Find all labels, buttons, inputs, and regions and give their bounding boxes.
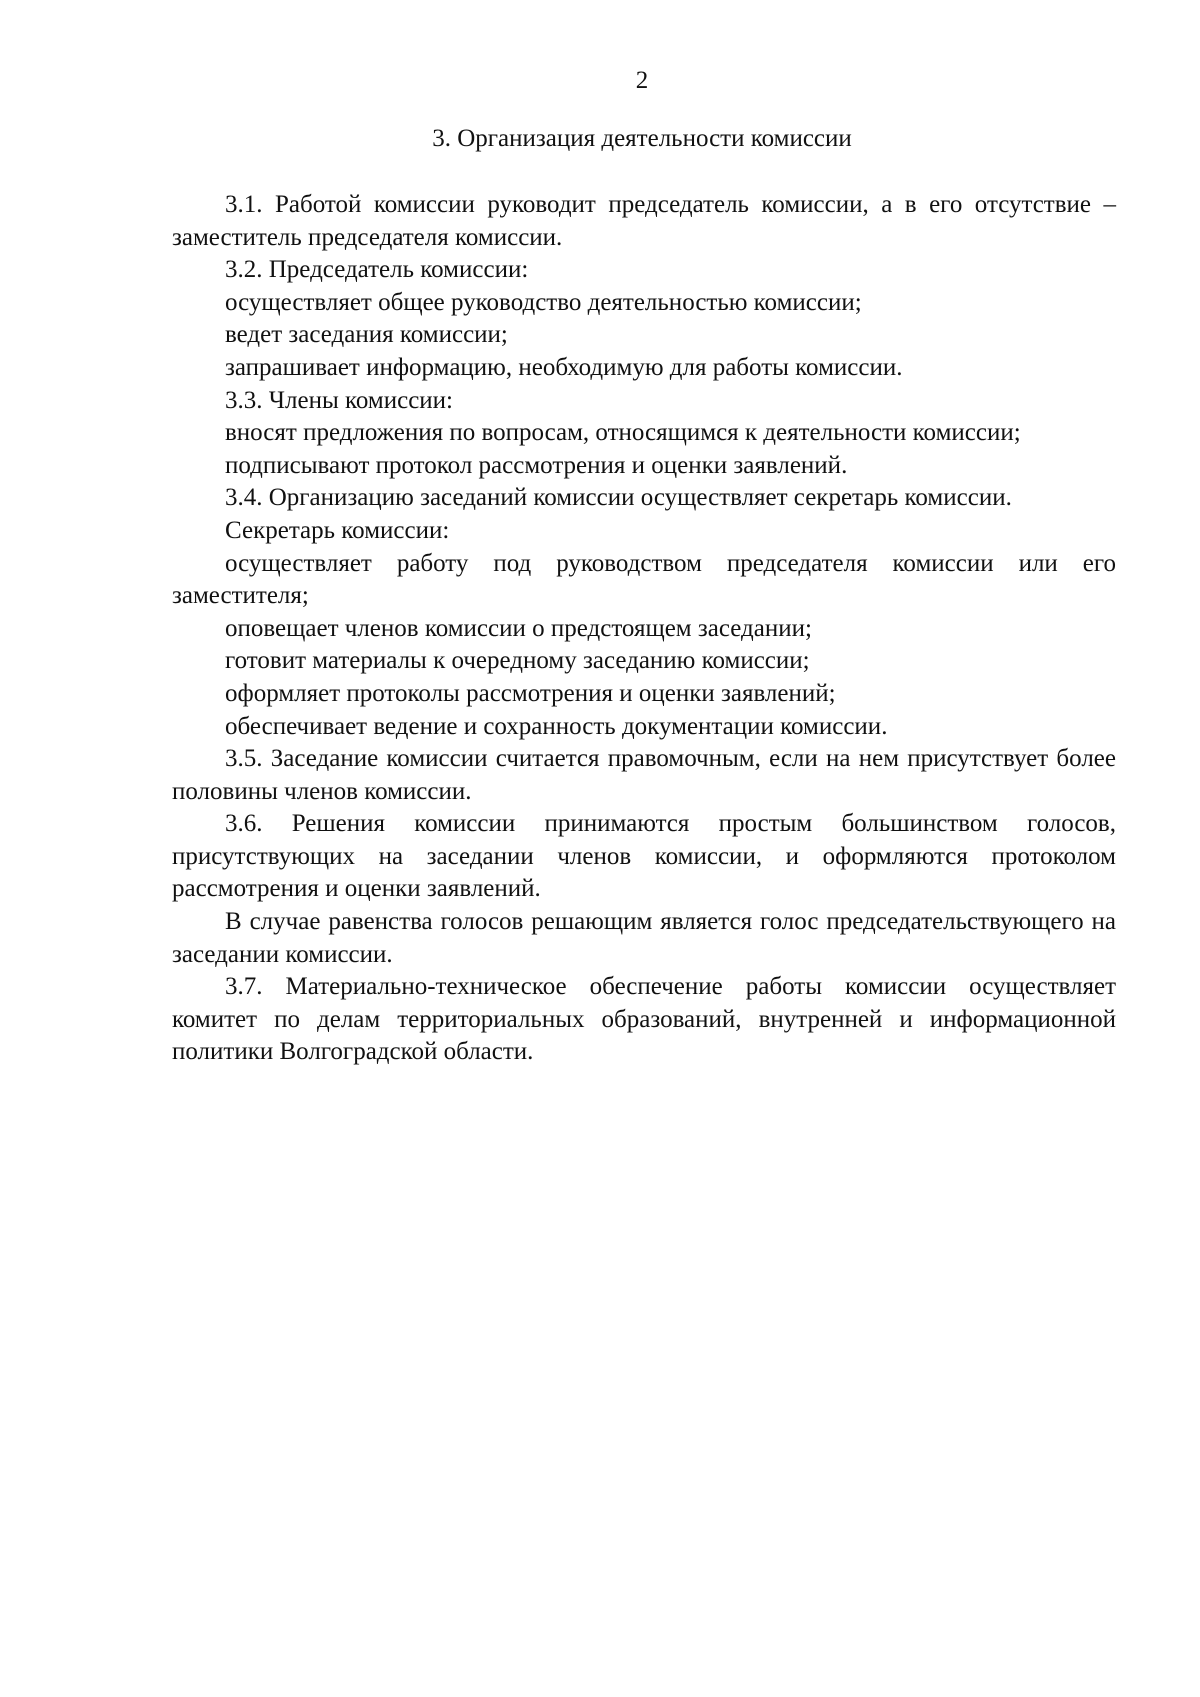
section-title: 3. Организация деятельности комиссии: [432, 125, 852, 152]
paragraph-3-5: 3.5. Заседание комиссии считается правомочным, если на нем присутствует более половины членов комиссии.: [172, 745, 1116, 805]
paragraph-secretary-duty-3: готовит материалы к очередному заседанию комиссии;: [225, 647, 810, 675]
document-body: [172, 189, 1116, 1069]
paragraph-3-4: 3.4. Организацию заседаний комиссии осуществляет секретарь комиссии.: [225, 484, 1012, 512]
paragraph-member-duty-2: подписывают протокол рассмотрения и оценки заявлений.: [225, 451, 848, 479]
paragraph-member-duty-1: вносят предложения по вопросам, относящимся к деятельности комиссии;: [225, 419, 1021, 447]
paragraph-secretary-duty-1: осуществляет работу под руководством председателя комиссии или его заместителя;: [172, 549, 1116, 610]
paragraph-3-6: 3.6. Решения комиссии принимаются простым большинством голосов, присутствующих на заседании членов комиссии, и оформляются протоколом рассмотрения и оценки заявлений.: [172, 810, 1116, 903]
paragraph-secretary-duty-5: обеспечивает ведение и сохранность документации комиссии.: [225, 712, 888, 740]
paragraph-chair-duty-2: ведет заседания комиссии;: [225, 321, 508, 349]
paragraph-secretary: Секретарь комиссии:: [225, 516, 450, 544]
paragraph-secretary-duty-4: оформляет протоколы рассмотрения и оценки заявлений;: [225, 679, 836, 707]
paragraph-chair-duty-3: запрашивает информацию, необходимую для работы комиссии.: [225, 353, 903, 381]
paragraph-tie-vote: В случае равенства голосов решающим является голос председательствующего на заседании комиссии.: [172, 908, 1116, 968]
paragraph-3-7: 3.7. Материально-техническое обеспечение работы комиссии осуществляет комитет по делам территориальных образований, внутренней и информационной политики Волгоградской области.: [172, 973, 1116, 1066]
paragraph-chair-duty-1: осуществляет общее руководство деятельностью комиссии;: [225, 288, 862, 316]
paragraph-secretary-duty-2: оповещает членов комиссии о предстоящем заседании;: [225, 614, 812, 642]
page-number: 2: [635, 67, 649, 94]
paragraph-3-1: 3.1. Работой комиссии руководит председатель комиссии, а в его отсутствие – заместитель председателя комиссии.: [172, 191, 1116, 251]
paragraph-3-2: 3.2. Председатель комиссии:: [225, 256, 529, 284]
paragraph-3-3: 3.3. Члены комиссии:: [225, 386, 453, 414]
